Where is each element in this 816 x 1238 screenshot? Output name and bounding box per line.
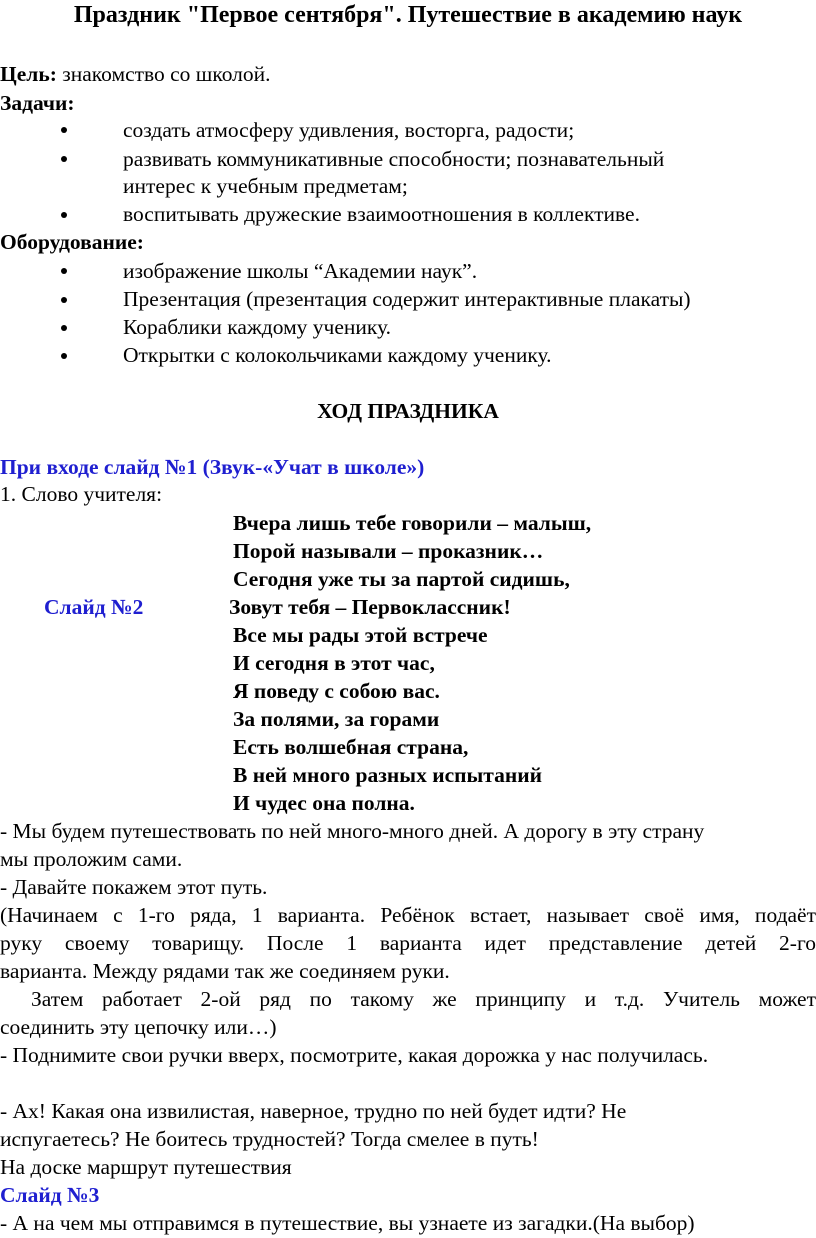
body-line: руку своему товарищу. После 1 варианта идет представление детей 2-го — [0, 931, 816, 955]
goal-text: знакомство со школой. — [56, 62, 271, 86]
bullet-icon — [61, 297, 67, 303]
poem-line: Зовут тебя – Первоклассник! — [229, 595, 511, 619]
equipment-label: Оборудование: — [0, 230, 144, 254]
poem-line: За полями, за горами — [233, 707, 440, 731]
body-line: - Мы будем путешествовать по ней много-много дней. А дорогу в эту страну — [0, 819, 705, 843]
poem-line: Я поведу с собою вас. — [233, 679, 440, 703]
goal-line — [0, 60, 271, 88]
equipment-item: изображение школы “Академии наук”. — [123, 259, 478, 283]
task-item-continuation: интерес к учебным предметам; — [123, 174, 408, 198]
bullet-icon — [61, 156, 67, 162]
task-item: воспитывать дружеские взаимоотношения в коллективе. — [123, 202, 640, 226]
bullet-icon — [61, 353, 67, 359]
body-line: - Поднимите свои ручки вверх, посмотрите, какая дорожка у нас получилась. — [0, 1043, 709, 1067]
bullet-icon — [61, 127, 67, 133]
bullet-icon — [61, 268, 67, 274]
poem-line: Все мы рады этой встрече — [233, 623, 488, 647]
teacher-word: 1. Слово учителя: — [0, 482, 163, 506]
poem-line: Есть волшебная страна, — [233, 735, 469, 759]
document-title: Праздник "Первое сентября". Путешествие в академию наук — [73, 2, 743, 28]
body-line: - Давайте покажем этот путь. — [0, 875, 268, 899]
equipment-item: Презентация (презентация содержит интерактивные плакаты) — [123, 287, 691, 311]
poem-line: Порой называли – проказник… — [233, 539, 544, 563]
body-line: Затем работает 2-ой ряд по такому же принципу и т.д. Учитель может — [31, 987, 816, 1011]
poem-line: Сегодня уже ты за партой сидишь, — [233, 567, 570, 591]
poem-line: И сегодня в этот час, — [233, 651, 435, 675]
body-line: варианта. Между рядами так же соединяем руки. — [0, 959, 450, 983]
section-heading: ХОД ПРАЗДНИКА — [317, 399, 499, 423]
slide-1-note: При входе слайд №1 (Звук-«Учат в школе») — [0, 455, 425, 479]
body-line: соединить эту цепочку или…) — [0, 1015, 277, 1039]
equipment-item: Открытки с колокольчиками каждому ученику. — [123, 343, 552, 367]
body-line: мы проложим сами. — [0, 847, 183, 871]
tasks-label: Задачи: — [0, 91, 75, 115]
body-line: (Начинаем с 1-го ряда, 1 варианта. Ребёнок встает, называет своё имя, подаёт — [0, 903, 816, 927]
bullet-icon — [61, 325, 67, 331]
poem-line: И чудес она полна. — [233, 791, 415, 815]
body-line: испугаетесь? Не боитесь трудностей? Тогда смелее в путь! — [0, 1127, 539, 1151]
body-line: На доске маршрут путешествия — [0, 1155, 292, 1179]
task-item: создать атмосферу удивления, восторга, радости; — [123, 118, 575, 142]
body-line: - Ах! Какая она извилистая, наверное, трудно по ней будет идти? Не — [0, 1099, 627, 1123]
poem-line: В ней много разных испытаний — [233, 763, 543, 787]
equipment-item: Кораблики каждому ученику. — [123, 315, 392, 339]
slide-2-note: Слайд №2 — [44, 595, 144, 619]
task-item: развивать коммуникативные способности; познавательный — [123, 147, 665, 171]
goal-label: Цель: — [0, 62, 57, 86]
poem-line: Вчера лишь тебе говорили – малыш, — [233, 511, 592, 535]
body-line: - А на чем мы отправимся в путешествие, вы узнаете из загадки.(На выбор) — [0, 1211, 695, 1235]
bullet-icon — [61, 212, 67, 218]
slide-3-note: Слайд №3 — [0, 1183, 100, 1207]
